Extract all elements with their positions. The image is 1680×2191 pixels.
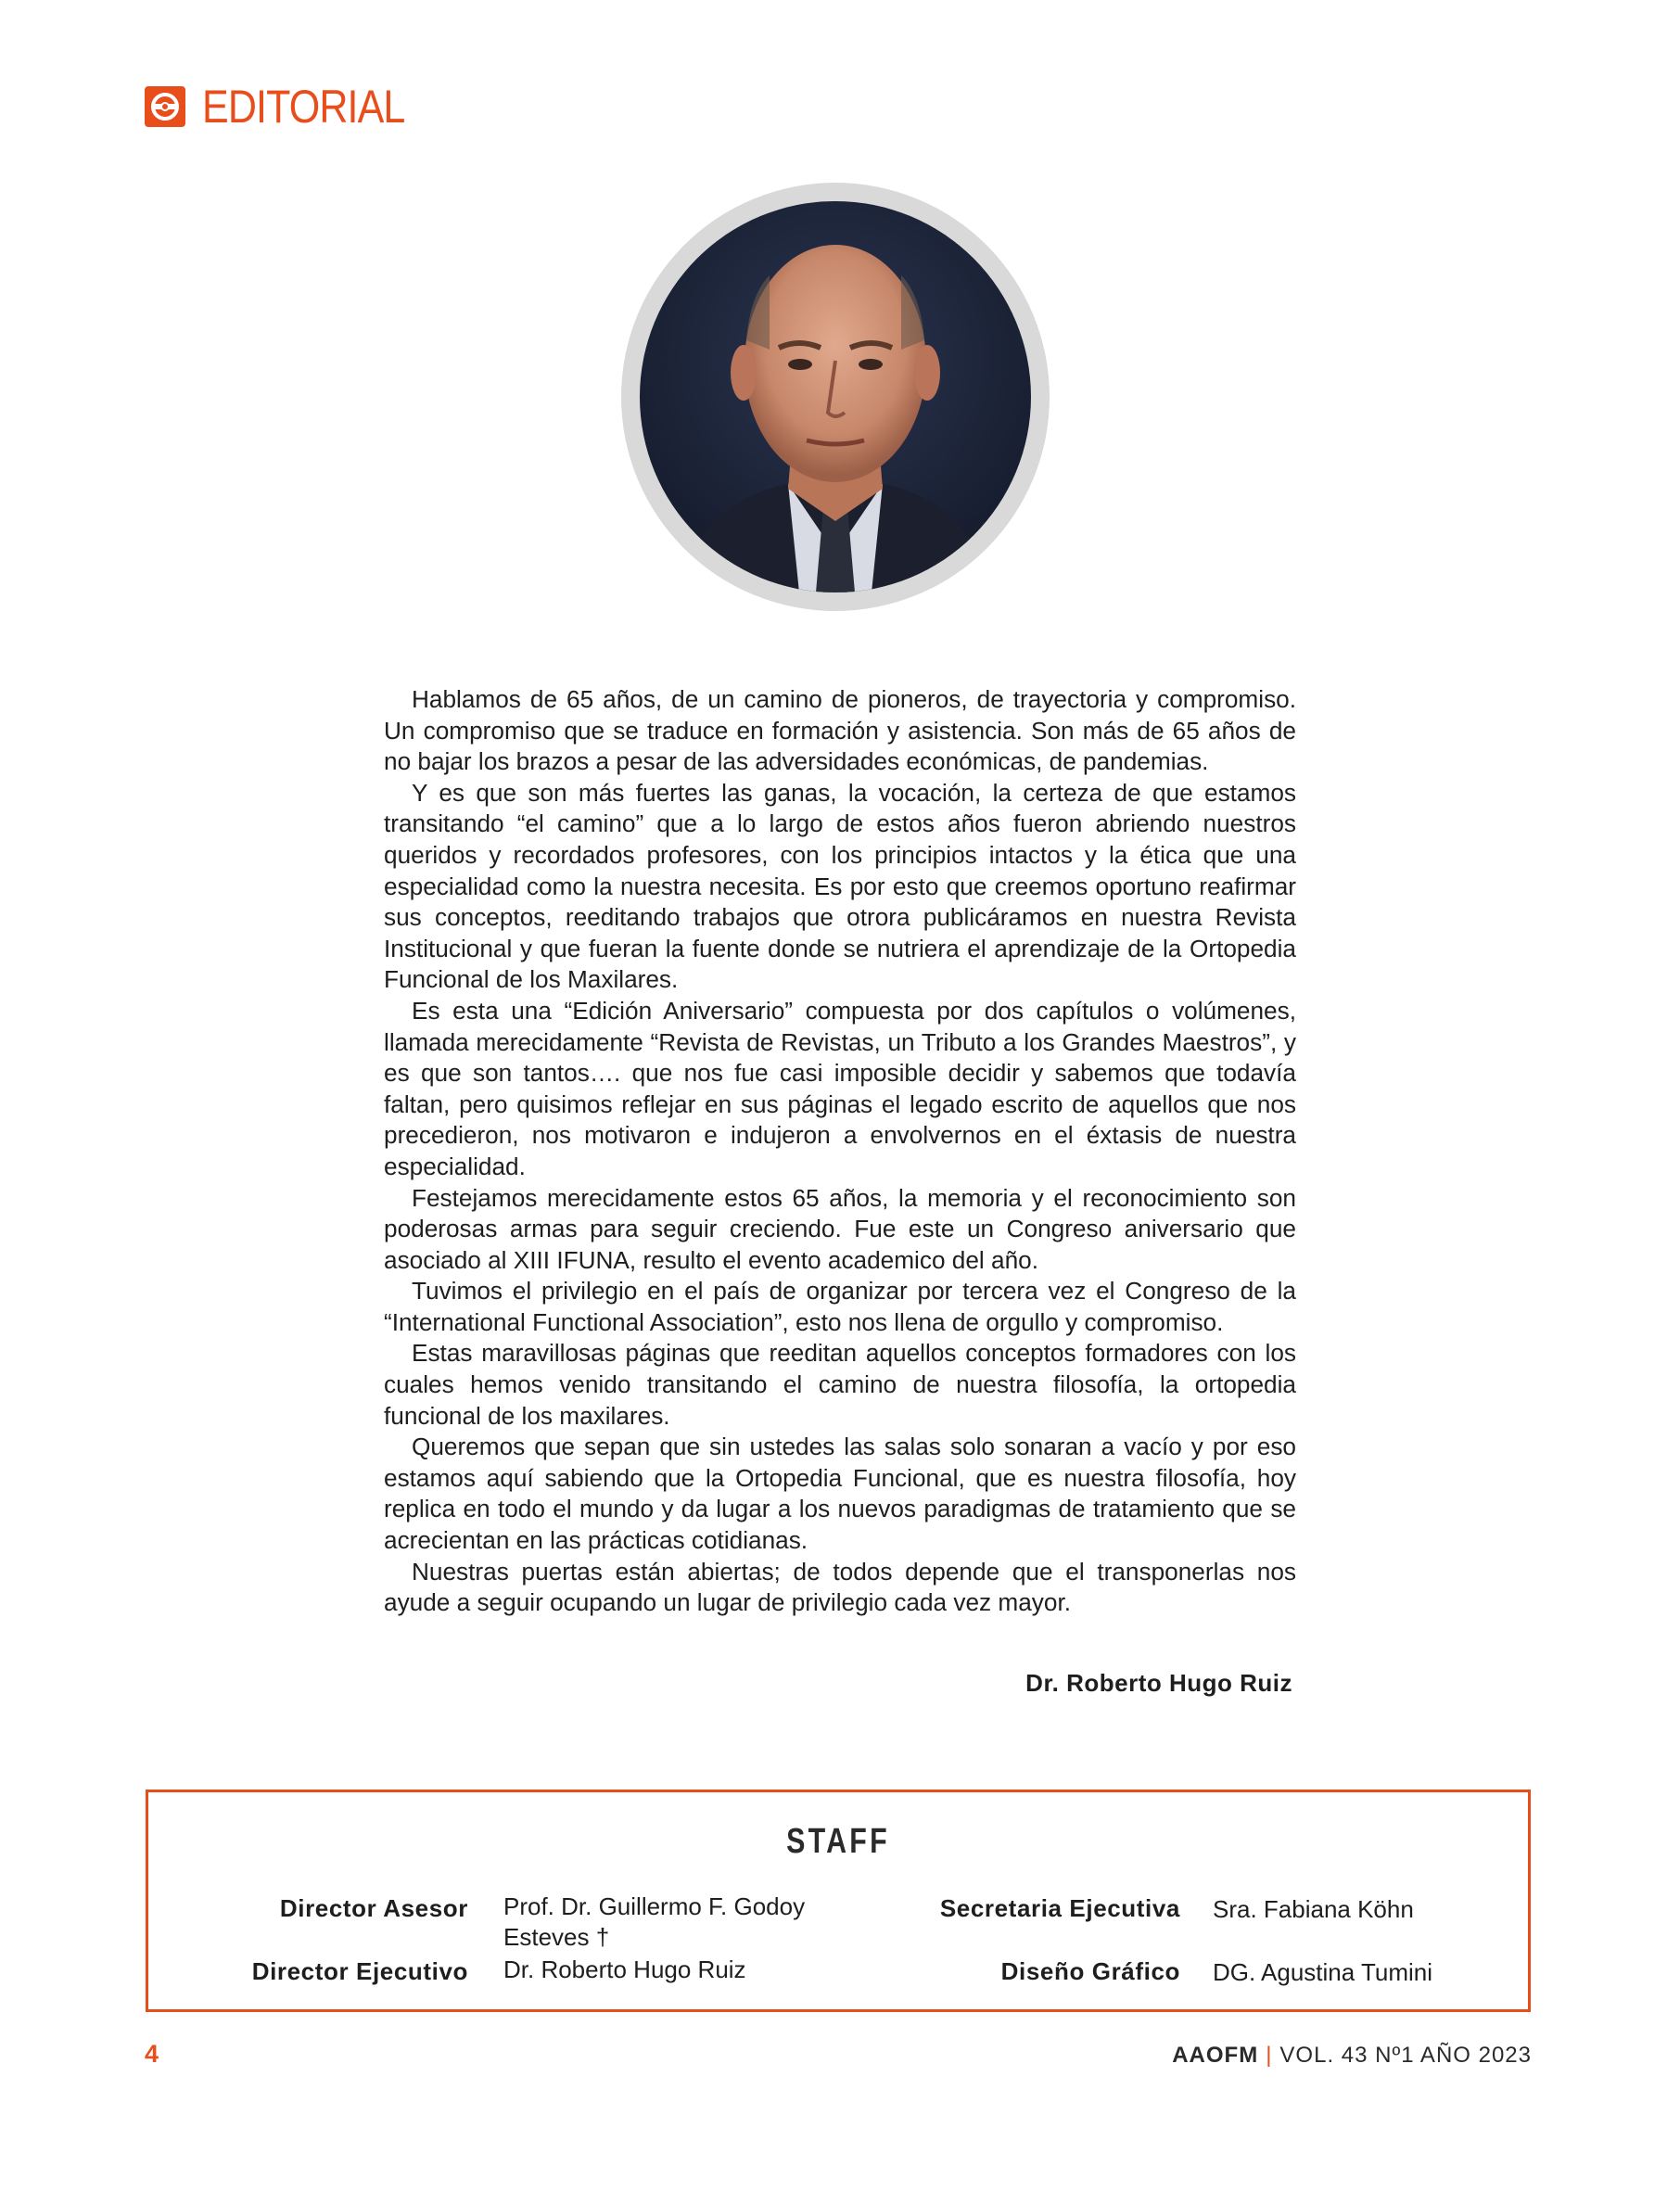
author-portrait bbox=[621, 183, 1050, 611]
page-header bbox=[145, 81, 438, 133]
article-paragraph: Es esta una “Edición Aniversario” compuesta por dos capítulos o volúmenes, llamada merecidamente “Revista de Revistas, un Tributo a los Grandes Maestros”, y es que son tantos…. que nos fue casi imposible decidir y sabemos que todavía faltan, pero quisimos reflejar en sus páginas el legado escrito de aquellos que nos precedieron, nos motivaron e indujeron a envolvernos en el éxtasis de nuestra especialidad. bbox=[384, 996, 1296, 1180]
footer-separator: | bbox=[1266, 2043, 1273, 2068]
staff-name: Dr. Roberto Hugo Ruiz bbox=[503, 1955, 746, 1983]
author-signature: Dr. Roberto Hugo Ruiz bbox=[1025, 1669, 1292, 1697]
aaofm-logo-icon bbox=[145, 86, 185, 127]
staff-box bbox=[146, 1790, 1531, 2012]
journal-brand: AAOFM bbox=[1172, 2043, 1259, 2068]
article-paragraph: Estas maravillosas páginas que reeditan aquellos conceptos formadores con los cuales hemos venido transitando el camino de nuestra filosofía, la ortopedia funcional de los maxilares. bbox=[384, 1339, 1296, 1430]
portrait-photo bbox=[640, 201, 1031, 592]
article-paragraph: Y es que son más fuertes las ganas, la vocación, la certeza de que estamos transitando “el camino” que a lo largo de estos años fueron abriendo nuestros queridos y recordados profesores, con los principios intactos y la ética que una especialidad como la nuestra necesita. Es por esto que creemos oportuno reafirmar sus conceptos, reeditando trabajos que otrora publicáramos en nuestra Revista Institucional y que fueran la fuente donde se nutriera el aprendizaje de la Ortopedia Funcional de los Maxilares. bbox=[384, 778, 1296, 994]
article-paragraph: Nuestras puertas están abiertas; de todos depende que el transponerlas nos ayude a seguir ocupando un lugar de privilegio cada vez mayor. bbox=[384, 1557, 1296, 1617]
journal-issue-info bbox=[1172, 2043, 1532, 2069]
page-number: 4 bbox=[145, 2040, 159, 2068]
staff-name: Prof. Dr. Guillermo F. Godoy Esteves † bbox=[503, 1892, 806, 1951]
staff-role: Director Asesor bbox=[279, 1894, 468, 1922]
staff-role: Secretaria Ejecutiva bbox=[939, 1894, 1180, 1922]
article-paragraph: Tuvimos el privilegio en el país de organizar por tercera vez el Congreso de la “International Functional Association”, esto nos llena de orgullo y compromiso. bbox=[384, 1277, 1296, 1336]
issue-label: VOL. 43 Nº1 AÑO 2023 bbox=[1279, 2043, 1532, 2068]
staff-name: Sra. Fabiana Köhn bbox=[1213, 1895, 1414, 1923]
article-paragraph: Hablamos de 65 años, de un camino de pioneros, de trayectoria y compromiso. Un compromiso que se traduce en formación y asistencia. Son más de 65 años de no bajar los brazos a pesar de las adversidades económicas, de pandemias. bbox=[384, 685, 1296, 776]
editorial-article bbox=[384, 684, 1296, 1619]
staff-role: Diseño Gráfico bbox=[1000, 1957, 1180, 1985]
staff-role: Director Ejecutivo bbox=[251, 1957, 468, 1985]
section-title: EDITORIAL bbox=[202, 81, 405, 133]
staff-title: STAFF bbox=[786, 1822, 890, 1861]
staff-name: DG. Agustina Tumini bbox=[1213, 1958, 1432, 1986]
article-paragraph: Queremos que sepan que sin ustedes las salas solo sonaran a vacío y por eso estamos aquí sabiendo que la Ortopedia Funcional, que es nuestra filosofía, hoy replica en todo el mundo y da lugar a los nuevos paradigmas de tratamiento que se acrecientan en las prácticas cotidianas. bbox=[384, 1433, 1296, 1555]
article-paragraph: Festejamos merecidamente estos 65 años, la memoria y el reconocimiento son poderosas armas para seguir creciendo. Fue este un Congreso aniversario que asociado al XIII IFUNA, resulto el evento academico del año. bbox=[384, 1183, 1296, 1274]
